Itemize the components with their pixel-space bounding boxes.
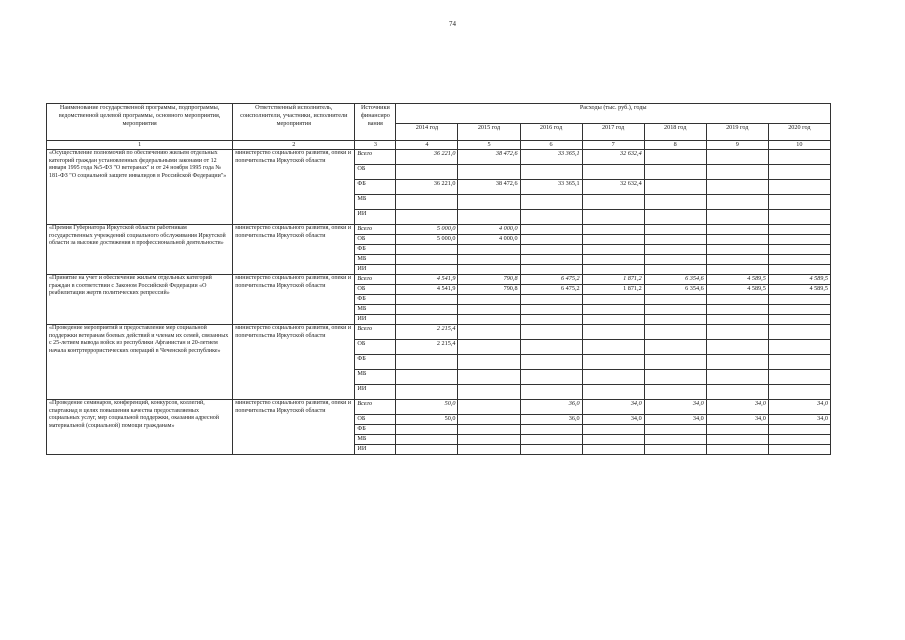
expense-value: 34,0 — [706, 415, 768, 425]
expense-value — [396, 255, 458, 265]
expense-value — [458, 435, 520, 445]
expense-value — [396, 435, 458, 445]
funding-source: ОБ — [355, 285, 396, 295]
table-row — [47, 400, 831, 415]
expense-value — [644, 245, 706, 255]
expense-value — [644, 315, 706, 325]
expense-value — [520, 385, 582, 400]
expense-value — [396, 370, 458, 385]
funding-source: ОБ — [355, 235, 396, 245]
header-year: 2014 год — [396, 124, 458, 141]
expense-value — [706, 165, 768, 180]
expense-value — [582, 195, 644, 210]
expense-value — [458, 210, 520, 225]
expense-value — [768, 370, 830, 385]
expense-value — [396, 355, 458, 370]
expense-value — [644, 225, 706, 235]
expense-value — [706, 315, 768, 325]
expense-value — [582, 235, 644, 245]
expense-value — [520, 165, 582, 180]
program-name: «Осуществление полномочий по обеспечению жильем отдельных категорий граждан установленных федеральными законами от 12 января 1995 года №5-ФЗ "О ветеранах" и от 24 ноября 1995 года № 181-ФЗ "О социальной защите инвалидов в Российской Федерации"» — [47, 150, 233, 225]
funding-source: МБ — [355, 370, 396, 385]
expense-value — [582, 245, 644, 255]
expense-value: 36 221,0 — [396, 150, 458, 165]
expense-value — [458, 315, 520, 325]
expense-value — [520, 355, 582, 370]
expense-value: 33 365,1 — [520, 180, 582, 195]
header-year: 2015 год — [458, 124, 520, 141]
expense-value — [582, 225, 644, 235]
expense-value: 33 365,1 — [520, 150, 582, 165]
expense-value — [706, 435, 768, 445]
expense-value — [458, 445, 520, 455]
expense-value — [582, 255, 644, 265]
expense-value — [582, 445, 644, 455]
table-row — [47, 325, 831, 340]
expense-value — [706, 425, 768, 435]
expense-value — [768, 305, 830, 315]
expense-value: 4 589,5 — [768, 275, 830, 285]
expense-value: 2 215,4 — [396, 325, 458, 340]
expense-value — [520, 305, 582, 315]
expense-value: 50,0 — [396, 415, 458, 425]
column-number: 2 — [233, 141, 355, 150]
expense-value — [706, 210, 768, 225]
expense-value — [458, 295, 520, 305]
funding-source: ФБ — [355, 425, 396, 435]
expense-value — [458, 195, 520, 210]
funding-source: ИИ — [355, 445, 396, 455]
expense-value — [768, 150, 830, 165]
funding-source: Всего — [355, 325, 396, 340]
header-year: 2019 год — [706, 124, 768, 141]
expense-value — [768, 325, 830, 340]
expense-value — [644, 165, 706, 180]
header-year: 2020 год — [768, 124, 830, 141]
expense-value — [706, 295, 768, 305]
header-name: Наименование государственной программы, подпрограммы, ведомственной целевой программы, основного мероприятия, мероприятия — [47, 104, 233, 141]
expense-value — [458, 305, 520, 315]
expense-value — [458, 340, 520, 355]
expense-value: 4 589,5 — [706, 285, 768, 295]
expense-value — [644, 425, 706, 435]
funding-source: МБ — [355, 435, 396, 445]
expense-value — [396, 165, 458, 180]
expense-value — [768, 210, 830, 225]
expense-value — [520, 265, 582, 275]
expense-value — [706, 385, 768, 400]
expense-value: 6 475,2 — [520, 285, 582, 295]
expense-value — [520, 425, 582, 435]
expense-value — [396, 245, 458, 255]
expense-value — [768, 235, 830, 245]
header-year: 2018 год — [644, 124, 706, 141]
expense-value — [706, 235, 768, 245]
column-number: 7 — [582, 141, 644, 150]
expense-value — [458, 265, 520, 275]
expense-value — [396, 295, 458, 305]
expense-value: 34,0 — [644, 400, 706, 415]
expense-value — [582, 340, 644, 355]
expense-value: 32 632,4 — [582, 180, 644, 195]
expense-value — [644, 445, 706, 455]
executor: министерство социального развития, опеки и попечительства Иркутской области — [233, 275, 355, 325]
expense-value — [706, 255, 768, 265]
funding-source: ОБ — [355, 415, 396, 425]
funding-source: Всего — [355, 275, 396, 285]
expense-value — [706, 355, 768, 370]
expense-value — [582, 435, 644, 445]
expense-value — [520, 245, 582, 255]
expense-value — [396, 425, 458, 435]
expense-value — [644, 370, 706, 385]
header-year: 2016 год — [520, 124, 582, 141]
expense-value — [582, 305, 644, 315]
funding-source: ФБ — [355, 355, 396, 370]
expense-value — [644, 325, 706, 340]
expense-value — [458, 415, 520, 425]
expense-value — [706, 150, 768, 165]
expense-value — [644, 150, 706, 165]
expense-value — [458, 165, 520, 180]
expense-value — [644, 435, 706, 445]
expense-value — [706, 305, 768, 315]
column-number: 4 — [396, 141, 458, 150]
expense-value: 1 871,2 — [582, 275, 644, 285]
expense-value — [396, 305, 458, 315]
expense-value: 5 000,0 — [396, 225, 458, 235]
expense-value — [396, 315, 458, 325]
expense-value: 4 589,5 — [706, 275, 768, 285]
expense-value — [520, 235, 582, 245]
expense-value — [706, 340, 768, 355]
funding-source: ФБ — [355, 245, 396, 255]
expense-value — [582, 425, 644, 435]
expense-value — [768, 435, 830, 445]
expense-value — [458, 385, 520, 400]
expense-value — [582, 385, 644, 400]
expense-value: 34,0 — [644, 415, 706, 425]
expense-value — [768, 265, 830, 275]
expense-value — [768, 180, 830, 195]
expense-value — [706, 245, 768, 255]
expense-value — [644, 295, 706, 305]
expense-value — [706, 195, 768, 210]
expense-value — [520, 370, 582, 385]
funding-source: ФБ — [355, 295, 396, 305]
expense-value — [768, 255, 830, 265]
expense-value — [644, 210, 706, 225]
expense-value — [768, 295, 830, 305]
program-name: «Проведение семинаров, конференций, конкурсов, коллегий, спартакиад в целях повышения качества предоставляемых социальных услуг, мер социальной поддержки, оказания адресной материальной (социальной) помощи гражданам» — [47, 400, 233, 455]
funding-source: ИИ — [355, 210, 396, 225]
expense-value: 2 215,4 — [396, 340, 458, 355]
expense-value — [706, 370, 768, 385]
funding-source: ФБ — [355, 180, 396, 195]
header-year: 2017 год — [582, 124, 644, 141]
expense-value: 34,0 — [768, 400, 830, 415]
expense-value — [396, 265, 458, 275]
expense-value: 4 000,0 — [458, 235, 520, 245]
expense-value — [396, 210, 458, 225]
page-number: 74 — [449, 20, 456, 28]
expense-value: 1 871,2 — [582, 285, 644, 295]
column-number: 1 — [47, 141, 233, 150]
expense-value — [706, 180, 768, 195]
program-name: «Проведение мероприятий и предоставление мер социальной поддержки ветеранам боевых действий и членам их семей, связанных с 25-летием вывода войск из республики Афганистан и 20-летием начала контртеррористических операций в Чеченской республике» — [47, 325, 233, 400]
expense-value: 4 589,5 — [768, 285, 830, 295]
expense-value — [458, 245, 520, 255]
expense-value — [396, 385, 458, 400]
expense-value — [768, 445, 830, 455]
expense-value — [520, 315, 582, 325]
column-number: 3 — [355, 141, 396, 150]
expense-value — [396, 445, 458, 455]
expense-value — [644, 385, 706, 400]
header-executor: Ответственный исполнитель, соисполнители, участники, исполнители мероприятия — [233, 104, 355, 141]
expense-value — [644, 255, 706, 265]
expense-value — [768, 245, 830, 255]
expense-value: 34,0 — [768, 415, 830, 425]
expense-value — [644, 180, 706, 195]
expense-value — [644, 305, 706, 315]
expense-value: 34,0 — [582, 415, 644, 425]
expense-value — [768, 425, 830, 435]
column-number: 10 — [768, 141, 830, 150]
column-number: 9 — [706, 141, 768, 150]
column-number: 5 — [458, 141, 520, 150]
expense-value: 5 000,0 — [396, 235, 458, 245]
expense-value: 32 632,4 — [582, 150, 644, 165]
expense-value — [582, 295, 644, 305]
expense-value — [644, 265, 706, 275]
program-name: «Принятие на учет и обеспечение жильем отдельных категорий граждан в соответствии с Законом Российской Федерации «О реабилитации жертв политических репрессий» — [47, 275, 233, 325]
expense-value: 790,8 — [458, 285, 520, 295]
expense-value — [520, 210, 582, 225]
expense-value — [458, 425, 520, 435]
funding-source: ИИ — [355, 315, 396, 325]
expense-value — [644, 235, 706, 245]
funding-source: ИИ — [355, 265, 396, 275]
funding-source: Всего — [355, 225, 396, 235]
executor: министерство социального развития, опеки и попечительства Иркутской области — [233, 325, 355, 400]
expense-value — [582, 355, 644, 370]
expense-value: 38 472,6 — [458, 180, 520, 195]
funding-source: МБ — [355, 255, 396, 265]
expense-value — [706, 325, 768, 340]
expense-value — [582, 210, 644, 225]
expense-value — [458, 325, 520, 340]
expense-value — [582, 325, 644, 340]
table-row — [47, 225, 831, 235]
expense-value — [520, 225, 582, 235]
expense-value — [582, 265, 644, 275]
expense-value — [520, 325, 582, 340]
expense-value — [458, 370, 520, 385]
expense-value — [706, 445, 768, 455]
expense-value — [520, 445, 582, 455]
expense-value: 790,8 — [458, 275, 520, 285]
expense-value — [458, 400, 520, 415]
executor: министерство социального развития, опеки и попечительства Иркутской области — [233, 400, 355, 455]
program-name: «Премия Губернатора Иркутской области работникам государственных учреждений социального обслуживания Иркутской области за высокие достижения в профессиональной деятельности» — [47, 225, 233, 275]
expense-value — [520, 255, 582, 265]
expense-value — [706, 265, 768, 275]
expense-value — [644, 195, 706, 210]
column-number: 8 — [644, 141, 706, 150]
expense-value — [520, 195, 582, 210]
executor: министерство социального развития, опеки и попечительства Иркутской области — [233, 225, 355, 275]
expense-value: 36,0 — [520, 400, 582, 415]
header-source: Источники финансиро вания — [355, 104, 396, 141]
expense-value — [520, 435, 582, 445]
expense-value — [768, 355, 830, 370]
expense-value: 6 475,2 — [520, 275, 582, 285]
expense-value — [396, 195, 458, 210]
expense-value — [706, 225, 768, 235]
expense-value: 38 472,6 — [458, 150, 520, 165]
funding-source: Всего — [355, 400, 396, 415]
header-expenses: Расходы (тыс. руб.), годы — [396, 104, 831, 124]
expense-value: 4 000,0 — [458, 225, 520, 235]
expense-value: 4 541,9 — [396, 275, 458, 285]
expense-value: 36 221,0 — [396, 180, 458, 195]
budget-table — [46, 103, 831, 455]
funding-source: МБ — [355, 305, 396, 315]
funding-source: Всего — [355, 150, 396, 165]
table-row — [47, 150, 831, 165]
expense-value — [768, 385, 830, 400]
table-row — [47, 275, 831, 285]
expense-value — [582, 165, 644, 180]
expense-value — [768, 340, 830, 355]
expense-value: 6 354,6 — [644, 285, 706, 295]
expense-value: 34,0 — [706, 400, 768, 415]
column-number: 6 — [520, 141, 582, 150]
expense-value: 36,0 — [520, 415, 582, 425]
expense-value — [582, 315, 644, 325]
expense-value — [768, 195, 830, 210]
expense-value: 34,0 — [582, 400, 644, 415]
expense-value — [458, 355, 520, 370]
executor: министерство социального развития, опеки и попечительства Иркутской области — [233, 150, 355, 225]
expense-value — [458, 255, 520, 265]
expense-value — [768, 165, 830, 180]
expense-value — [520, 295, 582, 305]
expense-value: 50,0 — [396, 400, 458, 415]
expense-value — [520, 340, 582, 355]
expense-value — [768, 225, 830, 235]
funding-source: ОБ — [355, 165, 396, 180]
funding-source: ИИ — [355, 385, 396, 400]
expense-value: 4 541,9 — [396, 285, 458, 295]
expense-value — [582, 370, 644, 385]
expense-value — [644, 355, 706, 370]
expense-value — [768, 315, 830, 325]
expense-value — [644, 340, 706, 355]
funding-source: МБ — [355, 195, 396, 210]
funding-source: ОБ — [355, 340, 396, 355]
expense-value: 6 354,6 — [644, 275, 706, 285]
